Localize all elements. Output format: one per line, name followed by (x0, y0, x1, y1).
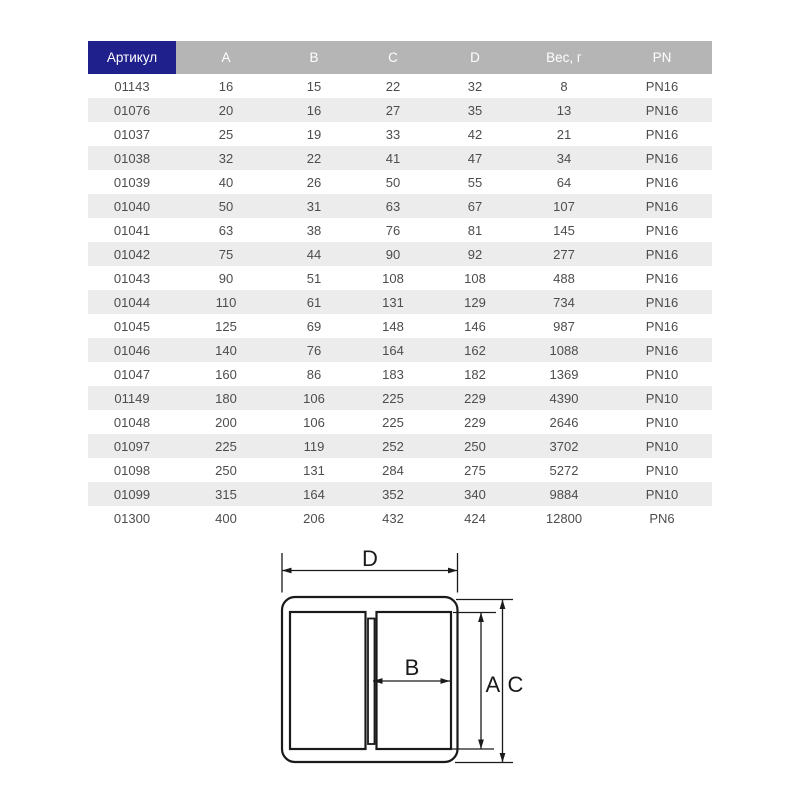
cell-weight: 987 (553, 318, 575, 334)
cell-article: 01097 (113, 438, 151, 454)
cell-weight: 107 (553, 198, 575, 214)
cell-d: 162 (464, 342, 486, 358)
cell-c: 225 (382, 414, 404, 430)
cell-b: 69 (306, 318, 322, 334)
table-row (88, 146, 712, 170)
cell-a: 250 (215, 462, 237, 478)
cell-weight: 4390 (549, 390, 579, 406)
cell-b: 206 (303, 510, 325, 526)
dimension-a-label: A (485, 672, 501, 697)
cell-a: 225 (215, 438, 237, 454)
cell-a: 90 (218, 270, 234, 286)
cell-article: 01040 (113, 198, 151, 214)
cell-pn: PN16 (645, 174, 679, 190)
cell-article: 01045 (113, 318, 151, 334)
cell-d: 424 (464, 510, 486, 526)
dimension-c-label: C (507, 672, 524, 697)
cell-b: 22 (306, 150, 322, 166)
cell-d: 42 (467, 126, 483, 142)
cell-article: 01041 (113, 222, 151, 238)
cell-pn: PN16 (645, 150, 679, 166)
cell-a: 16 (218, 78, 234, 94)
cell-d: 108 (464, 270, 486, 286)
cell-a: 110 (215, 294, 237, 310)
cell-c: 432 (382, 510, 404, 526)
cell-pn: PN10 (645, 390, 679, 406)
cell-d: 47 (467, 150, 483, 166)
header-b: B (276, 41, 352, 74)
cell-c: 63 (385, 198, 401, 214)
dimension-d-label: D (362, 546, 378, 571)
cell-weight: 64 (556, 174, 572, 190)
cell-c: 164 (382, 342, 404, 358)
table-row (88, 410, 712, 434)
cell-pn: PN16 (645, 294, 679, 310)
cell-weight: 12800 (545, 510, 583, 526)
cell-a: 40 (218, 174, 234, 190)
cell-c: 352 (382, 486, 404, 502)
cell-b: 31 (306, 198, 322, 214)
cell-weight: 3702 (549, 438, 579, 454)
cell-weight: 2646 (549, 414, 579, 430)
cell-a: 50 (218, 198, 234, 214)
cell-b: 106 (303, 390, 325, 406)
cell-weight: 277 (553, 246, 575, 262)
table-row (88, 122, 712, 146)
cell-d: 32 (467, 78, 483, 94)
table-row (88, 266, 712, 290)
cell-b: 38 (306, 222, 322, 238)
cell-d: 340 (464, 486, 486, 502)
table-row (88, 386, 712, 410)
table-row (88, 170, 712, 194)
cell-a: 125 (215, 318, 237, 334)
cell-d: 92 (467, 246, 483, 262)
table-row (88, 218, 712, 242)
cell-a: 75 (218, 246, 234, 262)
table-row (88, 458, 712, 482)
cell-c: 76 (385, 222, 401, 238)
cell-d: 182 (464, 366, 486, 382)
cell-weight: 488 (553, 270, 575, 286)
cell-a: 200 (215, 414, 237, 430)
cell-b: 131 (303, 462, 325, 478)
table-row (88, 74, 712, 98)
cell-b: 164 (303, 486, 325, 502)
cell-c: 108 (382, 270, 404, 286)
spec-table (88, 41, 712, 530)
cell-article: 01038 (113, 150, 151, 166)
table-row (88, 482, 712, 506)
cell-article: 01042 (113, 246, 151, 262)
cell-c: 148 (382, 318, 404, 334)
cell-pn: PN16 (645, 198, 679, 214)
cell-d: 275 (464, 462, 486, 478)
cell-c: 225 (382, 390, 404, 406)
table-body (88, 74, 712, 530)
cell-article: 01039 (113, 174, 151, 190)
cell-c: 131 (382, 294, 404, 310)
cell-weight: 9884 (549, 486, 579, 502)
table-row (88, 362, 712, 386)
cell-a: 400 (215, 510, 237, 526)
cell-b: 86 (306, 366, 322, 382)
cell-b: 26 (306, 174, 322, 190)
cell-a: 32 (218, 150, 234, 166)
cell-d: 229 (464, 414, 486, 430)
table-header-row (88, 41, 712, 74)
table-row (88, 434, 712, 458)
cell-pn: PN10 (645, 462, 679, 478)
cell-b: 44 (306, 246, 322, 262)
dimension-d (282, 546, 458, 593)
cell-article: 01047 (113, 366, 151, 382)
cell-d: 67 (467, 198, 483, 214)
cell-weight: 1369 (549, 366, 579, 382)
cell-c: 183 (382, 366, 404, 382)
cell-b: 19 (306, 126, 322, 142)
cell-pn: PN16 (645, 102, 679, 118)
cell-article: 01300 (113, 510, 151, 526)
header-article: Артикул (88, 41, 176, 74)
cell-b: 76 (306, 342, 322, 358)
cell-article: 01143 (114, 78, 150, 94)
table-row (88, 338, 712, 362)
cell-weight: 34 (556, 150, 572, 166)
cell-d: 55 (467, 174, 483, 190)
cell-weight: 13 (556, 102, 572, 118)
cell-pn: PN16 (645, 270, 679, 286)
coupling-left-socket (290, 612, 366, 749)
cell-article: 01048 (113, 414, 151, 430)
cell-b: 15 (306, 78, 322, 94)
cell-c: 90 (385, 246, 401, 262)
header-pn: PN (612, 41, 712, 74)
cell-pn: PN16 (645, 318, 679, 334)
cell-a: 160 (215, 366, 237, 382)
cell-pn: PN10 (645, 414, 679, 430)
cell-c: 33 (385, 126, 401, 142)
cell-weight: 21 (556, 126, 572, 142)
cell-pn: PN16 (645, 246, 679, 262)
dimension-diagram (230, 535, 530, 785)
cell-weight: 8 (560, 78, 568, 94)
cell-article: 01149 (114, 390, 150, 406)
table-row (88, 194, 712, 218)
cell-weight: 145 (553, 222, 575, 238)
cell-a: 180 (215, 390, 237, 406)
cell-c: 41 (385, 150, 401, 166)
cell-c: 252 (382, 438, 404, 454)
cell-article: 01046 (113, 342, 151, 358)
cell-a: 63 (218, 222, 234, 238)
cell-d: 35 (467, 102, 483, 118)
cell-article: 01037 (113, 126, 151, 142)
cell-pn: PN10 (645, 486, 679, 502)
cell-pn: PN16 (645, 78, 679, 94)
cell-c: 50 (385, 174, 401, 190)
cell-article: 01076 (113, 102, 151, 118)
cell-pn: PN16 (645, 222, 679, 238)
cell-d: 129 (464, 294, 486, 310)
cell-weight: 5272 (549, 462, 579, 478)
table-row (88, 242, 712, 266)
header-weight: Вес, г (516, 41, 612, 74)
cell-d: 250 (464, 438, 486, 454)
cell-b: 51 (306, 270, 322, 286)
header-a: A (176, 41, 276, 74)
cell-pn: PN16 (645, 342, 679, 358)
cell-pn: PN10 (645, 366, 679, 382)
cell-c: 22 (385, 78, 401, 94)
cell-c: 284 (382, 462, 404, 478)
header-c: C (352, 41, 434, 74)
cell-weight: 1088 (549, 342, 579, 358)
cell-pn: PN10 (645, 438, 679, 454)
cell-article: 01098 (113, 462, 151, 478)
cell-b: 119 (303, 438, 325, 454)
cell-article: 01043 (113, 270, 151, 286)
dimension-b-label: B (404, 655, 420, 680)
table-row (88, 506, 712, 530)
cell-a: 20 (218, 102, 234, 118)
table-row (88, 290, 712, 314)
table-row (88, 314, 712, 338)
table-row (88, 98, 712, 122)
cell-a: 25 (218, 126, 234, 142)
cell-article: 01044 (113, 294, 151, 310)
cell-d: 81 (467, 222, 483, 238)
cell-a: 315 (215, 486, 237, 502)
cell-pn: PN6 (649, 510, 675, 526)
cell-b: 61 (306, 294, 322, 310)
cell-a: 140 (215, 342, 237, 358)
cell-article: 01099 (113, 486, 151, 502)
cell-b: 106 (303, 414, 325, 430)
cell-b: 16 (306, 102, 322, 118)
cell-d: 146 (464, 318, 486, 334)
header-d: D (434, 41, 516, 74)
cell-weight: 734 (553, 294, 575, 310)
cell-pn: PN16 (645, 126, 679, 142)
cell-d: 229 (464, 390, 486, 406)
cell-c: 27 (385, 102, 401, 118)
